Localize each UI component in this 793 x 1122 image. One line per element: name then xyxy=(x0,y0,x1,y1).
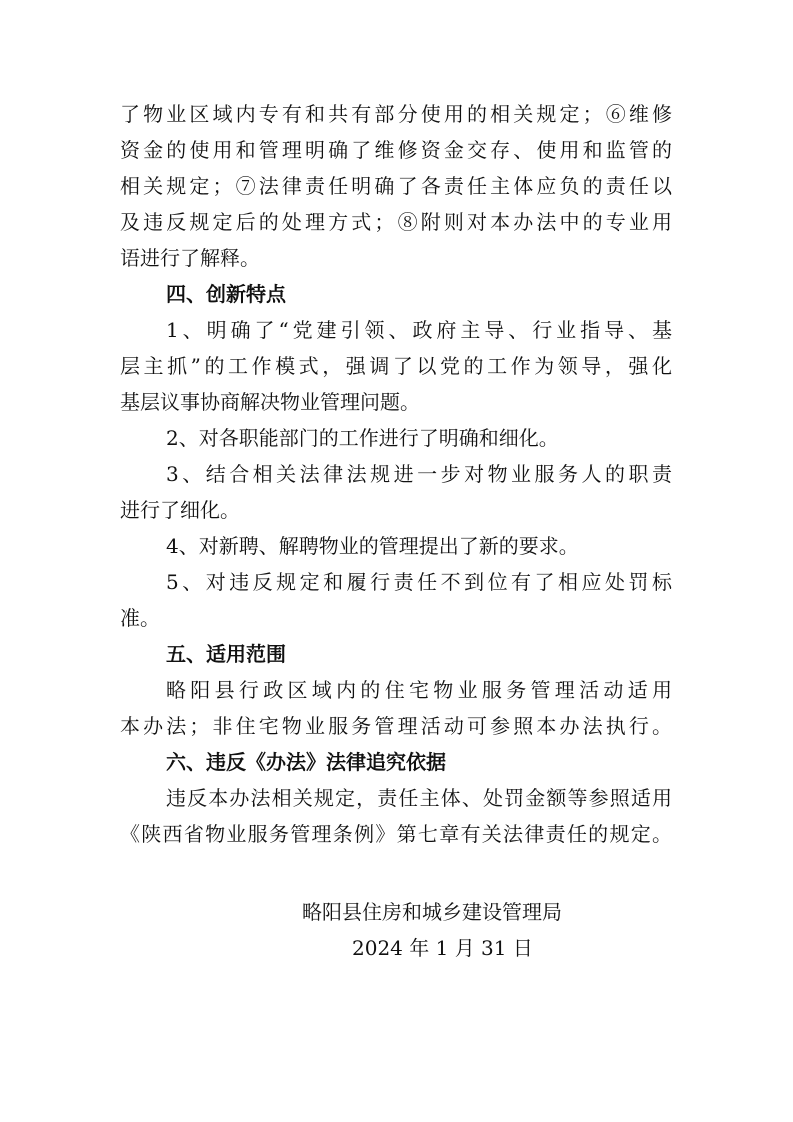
list-item-5: 5、对违反规定和履行责任不到位有了相应处罚标 xyxy=(166,570,672,594)
paragraph-line: 及违反规定后的处理方式；⑧附则对本办法中的专业用 xyxy=(120,210,672,234)
section-heading-scope: 五、适用范围 xyxy=(166,642,286,666)
paragraph-line: 资金的使用和管理明确了维修资金交存、使用和监管的 xyxy=(120,138,672,162)
list-item-3: 3、结合相关法律法规进一步对物业服务人的职责 xyxy=(166,462,672,486)
paragraph-line: 层主抓”的工作模式，强调了以党的工作为领导，强化 xyxy=(120,354,672,378)
paragraph-line: 《陕西省物业服务管理条例》第七章有关法律责任的规定。 xyxy=(120,822,672,846)
list-item-1: 1、明确了“党建引领、政府主导、行业指导、基 xyxy=(166,318,672,342)
section-heading-innovation: 四、创新特点 xyxy=(166,282,286,306)
paragraph-line: 相关规定；⑦法律责任明确了各责任主体应负的责任以 xyxy=(120,174,672,198)
signature-date: 2024 年 1 月 31 日 xyxy=(352,936,533,960)
paragraph-line: 进行了细化。 xyxy=(120,498,240,522)
paragraph-line: 违反本办法相关规定，责任主体、处罚金额等参照适用 xyxy=(166,786,672,810)
signature-organization: 略阳县住房和城乡建设管理局 xyxy=(302,900,562,924)
paragraph-line: 本办法；非住宅物业服务管理活动可参照本办法执行。 xyxy=(120,714,672,738)
list-item-2: 2、对各职能部门的工作进行了明确和细化。 xyxy=(166,426,559,450)
section-heading-legal-basis: 六、违反《办法》法律追究依据 xyxy=(166,750,446,774)
paragraph-line: 基层议事协商解决物业管理问题。 xyxy=(120,390,420,414)
paragraph-line: 略阳县行政区域内的住宅物业服务管理活动适用 xyxy=(166,678,672,702)
paragraph-line: 语进行了解释。 xyxy=(120,246,260,270)
paragraph-line: 准。 xyxy=(120,606,160,630)
list-item-4: 4、对新聘、解聘物业的管理提出了新的要求。 xyxy=(166,534,579,558)
document-body xyxy=(120,96,672,852)
paragraph-line: 了物业区域内专有和共有部分使用的相关规定；⑥维修 xyxy=(120,102,672,126)
